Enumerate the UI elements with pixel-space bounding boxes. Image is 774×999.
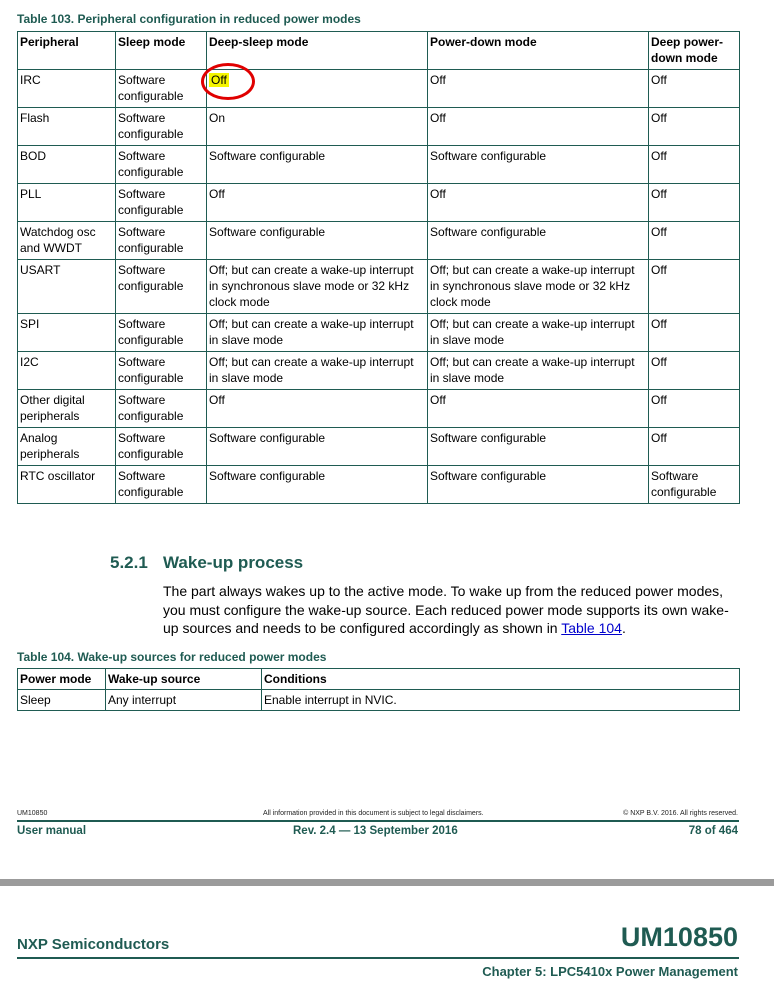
table-cell: Off xyxy=(649,352,740,390)
table-cell: Software configurable xyxy=(116,146,207,184)
table-cell: Analog peripherals xyxy=(18,428,116,466)
table-cell: PLL xyxy=(18,184,116,222)
table-cell: Off xyxy=(207,390,428,428)
table-104-caption: Table 104. Wake-up sources for reduced power modes xyxy=(17,650,327,664)
table-row xyxy=(18,70,740,108)
table-cell: Off xyxy=(428,108,649,146)
table-row xyxy=(18,260,740,314)
table-cell: Software configurable xyxy=(207,222,428,260)
table-cell: RTC oscillator xyxy=(18,466,116,504)
footer-doc-type: User manual xyxy=(17,825,87,837)
header-cell: Conditions xyxy=(262,669,740,690)
section-number: 5.2.1 xyxy=(110,553,148,572)
table-cell: Off xyxy=(649,184,740,222)
table-cell: On xyxy=(207,108,428,146)
table-cell: Off; but can create a wake-up interrupt in synchronous slave mode or 32 kHz clock mode xyxy=(207,260,428,314)
table-row xyxy=(18,428,740,466)
table-cell: Software configurable xyxy=(116,390,207,428)
table-cell: Software configurable xyxy=(428,222,649,260)
table-cell: Software configurable xyxy=(207,466,428,504)
footer-revision: Rev. 2.4 — 13 September 2016 xyxy=(293,825,458,837)
table-cell: Off xyxy=(428,390,649,428)
header-cell: Wake-up source xyxy=(106,669,262,690)
table-row xyxy=(18,690,740,711)
table-cell: Off; but can create a wake-up interrupt in synchronous slave mode or 32 kHz clock mode xyxy=(428,260,649,314)
table-cell: Software configurable xyxy=(116,70,207,108)
table-cell: Software configurable xyxy=(116,260,207,314)
table-row xyxy=(18,146,740,184)
footer-doc-code: UM10850 xyxy=(17,810,48,817)
table-header-row xyxy=(18,669,740,690)
table-cell: Any interrupt xyxy=(106,690,262,711)
table-cell xyxy=(207,70,428,108)
section-paragraph xyxy=(163,582,738,638)
table-cell: I2C xyxy=(18,352,116,390)
table-cell: USART xyxy=(18,260,116,314)
table-cell: Software configurable xyxy=(116,314,207,352)
footer-disclaimer: All information provided in this document is subject to legal disclaimers. xyxy=(263,810,484,817)
table-cell: Software configurable xyxy=(649,466,740,504)
table-cell: Software configurable xyxy=(428,428,649,466)
table-row xyxy=(18,352,740,390)
table-row xyxy=(18,314,740,352)
page-separator xyxy=(0,879,774,886)
table-cell: Sleep xyxy=(18,690,106,711)
table-cell: Off; but can create a wake-up interrupt in slave mode xyxy=(428,352,649,390)
table-cell: Off xyxy=(649,146,740,184)
table-cell: Off xyxy=(428,184,649,222)
footer-copyright: © NXP B.V. 2016. All rights reserved. xyxy=(623,810,738,817)
header-cell: Deep-sleep mode xyxy=(207,32,428,70)
table-cell: Off xyxy=(649,314,740,352)
table-cell: Flash xyxy=(18,108,116,146)
table-row xyxy=(18,184,740,222)
header-cell: Peripheral xyxy=(18,32,116,70)
header-cell: Deep power-down mode xyxy=(649,32,740,70)
table-104-link[interactable]: Table 104 xyxy=(561,620,622,636)
table-cell: Enable interrupt in NVIC. xyxy=(262,690,740,711)
header-cell: Sleep mode xyxy=(116,32,207,70)
table-cell: Off xyxy=(207,184,428,222)
table-cell: Off; but can create a wake-up interrupt in slave mode xyxy=(207,352,428,390)
paragraph-text: The part always wakes up to the active mode. To wake up from the reduced power modes, you must configure the wake-up source. Each reduced power mode supports its own wake-up sources and needs to be configured accordingly as shown in xyxy=(163,583,729,636)
table-cell: Software configurable xyxy=(207,428,428,466)
table-cell: Watchdog osc and WWDT xyxy=(18,222,116,260)
header-cell: Power mode xyxy=(18,669,106,690)
table-cell: Software configurable xyxy=(116,108,207,146)
table-cell: Off; but can create a wake-up interrupt in slave mode xyxy=(428,314,649,352)
table-row xyxy=(18,108,740,146)
table-cell: Software configurable xyxy=(116,466,207,504)
table-cell: Off; but can create a wake-up interrupt in slave mode xyxy=(207,314,428,352)
table-103-caption: Table 103. Peripheral configuration in reduced power modes xyxy=(17,12,361,26)
table-cell: Off xyxy=(649,70,740,108)
table-cell: Software configurable xyxy=(428,146,649,184)
table-cell: BOD xyxy=(18,146,116,184)
table-cell: Software configurable xyxy=(116,222,207,260)
table-cell: Off xyxy=(649,428,740,466)
table-row xyxy=(18,222,740,260)
footer-divider xyxy=(17,820,739,822)
section-title: Wake-up process xyxy=(163,553,304,572)
section-heading xyxy=(110,553,303,573)
paragraph-text-end: . xyxy=(621,620,626,636)
table-cell: Off xyxy=(428,70,649,108)
table-cell: Other digital peripherals xyxy=(18,390,116,428)
table-cell: Software configurable xyxy=(116,352,207,390)
table-cell: Software configurable xyxy=(116,184,207,222)
company-name: NXP Semiconductors xyxy=(17,936,170,953)
table-cell: Software configurable xyxy=(428,466,649,504)
wakeup-sources-table xyxy=(17,668,740,711)
header-cell: Power-down mode xyxy=(428,32,649,70)
table-cell: Off xyxy=(649,108,740,146)
table-cell: IRC xyxy=(18,70,116,108)
table-cell: Off xyxy=(649,260,740,314)
table-cell: Off xyxy=(649,390,740,428)
highlighted-annotation xyxy=(209,72,229,88)
highlighted-value: Off xyxy=(211,73,227,87)
table-header-row xyxy=(18,32,740,70)
table-row xyxy=(18,466,740,504)
document-id: UM10850 xyxy=(620,922,738,952)
table-cell: Software configurable xyxy=(207,146,428,184)
peripheral-config-table xyxy=(17,31,740,504)
table-row xyxy=(18,390,740,428)
chapter-title: Chapter 5: LPC5410x Power Management xyxy=(482,964,738,979)
footer-page-number: 78 of 464 xyxy=(688,825,738,837)
table-cell: Software configurable xyxy=(116,428,207,466)
table-cell: SPI xyxy=(18,314,116,352)
table-cell: Off xyxy=(649,222,740,260)
header-divider xyxy=(17,957,739,959)
